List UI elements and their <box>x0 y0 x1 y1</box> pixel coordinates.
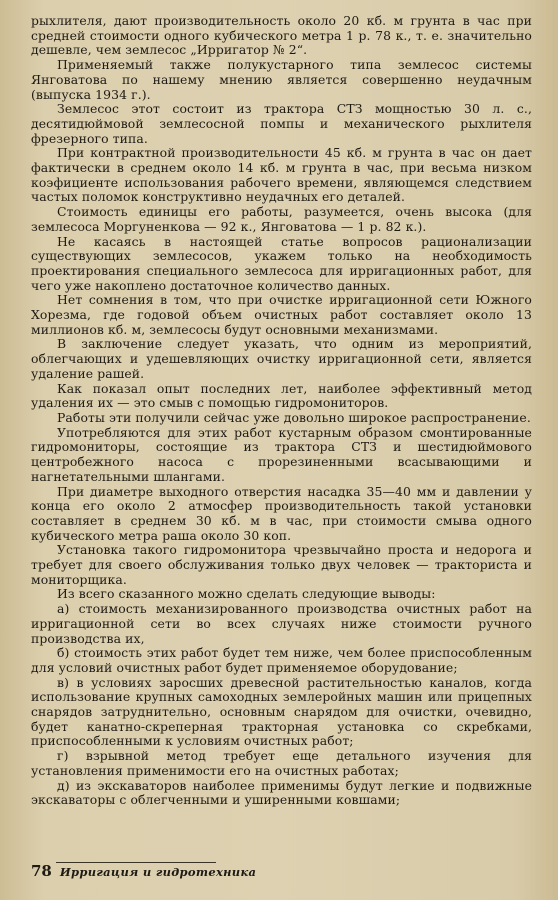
paragraph: При контрактной производительности 45 кб. м грунта в час он дает фактически в среднем около 14 кб. м грунта в час, при весьма низком коэфициенте использования рабочего времени, являющемся следствием частых поломок конструктивно неудачных его деталей. <box>31 145 532 205</box>
paragraph: а) стоимость механизированного производства очистных работ на ирригационной сети во всех случаях ниже стоимости ручного производства их, <box>31 601 532 646</box>
paragraph: При диаметре выходного отверстия насадка 35—40 мм и давлении у конца его около 2 атмосфер производительность такой установки составляет в среднем 30 кб. м в час, при стоимости смыва одного кубического метра раша около 30 коп. <box>31 483 532 543</box>
paragraph: Не касаясь в настоящей статье вопросов рационализации существующих землесосов, укажем только на необходимость проектирования специального землесоса для ирригационных работ, для чего уже накоплено достаточное количество данных. <box>31 233 532 293</box>
paragraph: рыхлителя, дают производительность около 20 кб. м грунта в час при средней стоимости одного кубического метра 1 р. 78 к., т. е. значительно дешевле, чем землесос „Ирригатор № 2“. <box>31 13 532 58</box>
page-number: 78 <box>31 862 52 880</box>
paragraph: Работы эти получили сейчас уже довольно широкое распространение. <box>57 409 531 425</box>
paragraph: в) в условиях заросших древесной растительностью каналов, когда использование крупных самоходных землеройных машин или прицепных снарядов затруднительно, основным снарядом для очистки, очевидно, будет канатно-скреперная тракторная установка со скребками, приспособленными к условиям очистных работ; <box>31 674 532 749</box>
paragraph: Землесос этот состоит из трактора СТЗ мощностью 30 л. с., десятидюймовой землесосной помпы и механического рыхлителя фрезерного типа. <box>31 101 532 146</box>
paragraph: Применяемый также полукустарного типа землесос системы Янговатова по нашему мнению является совершенно неудачным (выпуска 1934 г.). <box>31 57 532 102</box>
paragraph: Стоимость единицы его работы, разумеется, очень высока (для землесоса Моргуненкова — 92 к., Янговатова — 1 р. 82 к.). <box>31 204 532 234</box>
paragraph: Употребляются для этих работ кустарным образом смонтированные гидромониторы, состоящие из трактора СТЗ и шестидюймового центробежного насоса с прорезиненными всасывающими и нагнетательными шлангами. <box>31 424 532 484</box>
paragraph: Из всего сказанного можно сделать следующие выводы: <box>57 586 436 602</box>
paragraph: Как показал опыт последних лет, наиболее эффективный метод удаления их — это смыв с помощью гидромониторов. <box>31 380 532 411</box>
paragraph: б) стоимость этих работ будет тем ниже, чем более приспособленным для условий очистных работ будет применяемое оборудование; <box>31 645 532 675</box>
paragraph: В заключение следует указать, что одним из мероприятий, облегчающих и удешевляющих очистку ирригационной сети, является удаление рашей. <box>31 336 532 381</box>
paragraph: Нет сомнения в том, что при очистке ирригационной сети Южного Хорезма, где годовой объем очистных работ составляет около 13 миллионов кб. м, землесосы будут основными механизмами. <box>31 292 532 337</box>
article-body <box>31 14 532 808</box>
page-footer <box>31 862 256 880</box>
paragraph: Установка такого гидромонитора чрезвычайно проста и недорога и требует для своего обслуживания только двух человек — тракториста и мониторщика. <box>31 542 532 587</box>
paragraph: д) из экскаваторов наиболее применимы будут легкие и подвижные экскаваторы с облегченными и уширенными ковшами; <box>31 777 532 808</box>
paragraph: г) взрывной метод требует еще детального изучения для установления применимости его на очистных работах; <box>31 748 532 778</box>
journal-title: Ирригация и гидротехника <box>59 865 257 879</box>
